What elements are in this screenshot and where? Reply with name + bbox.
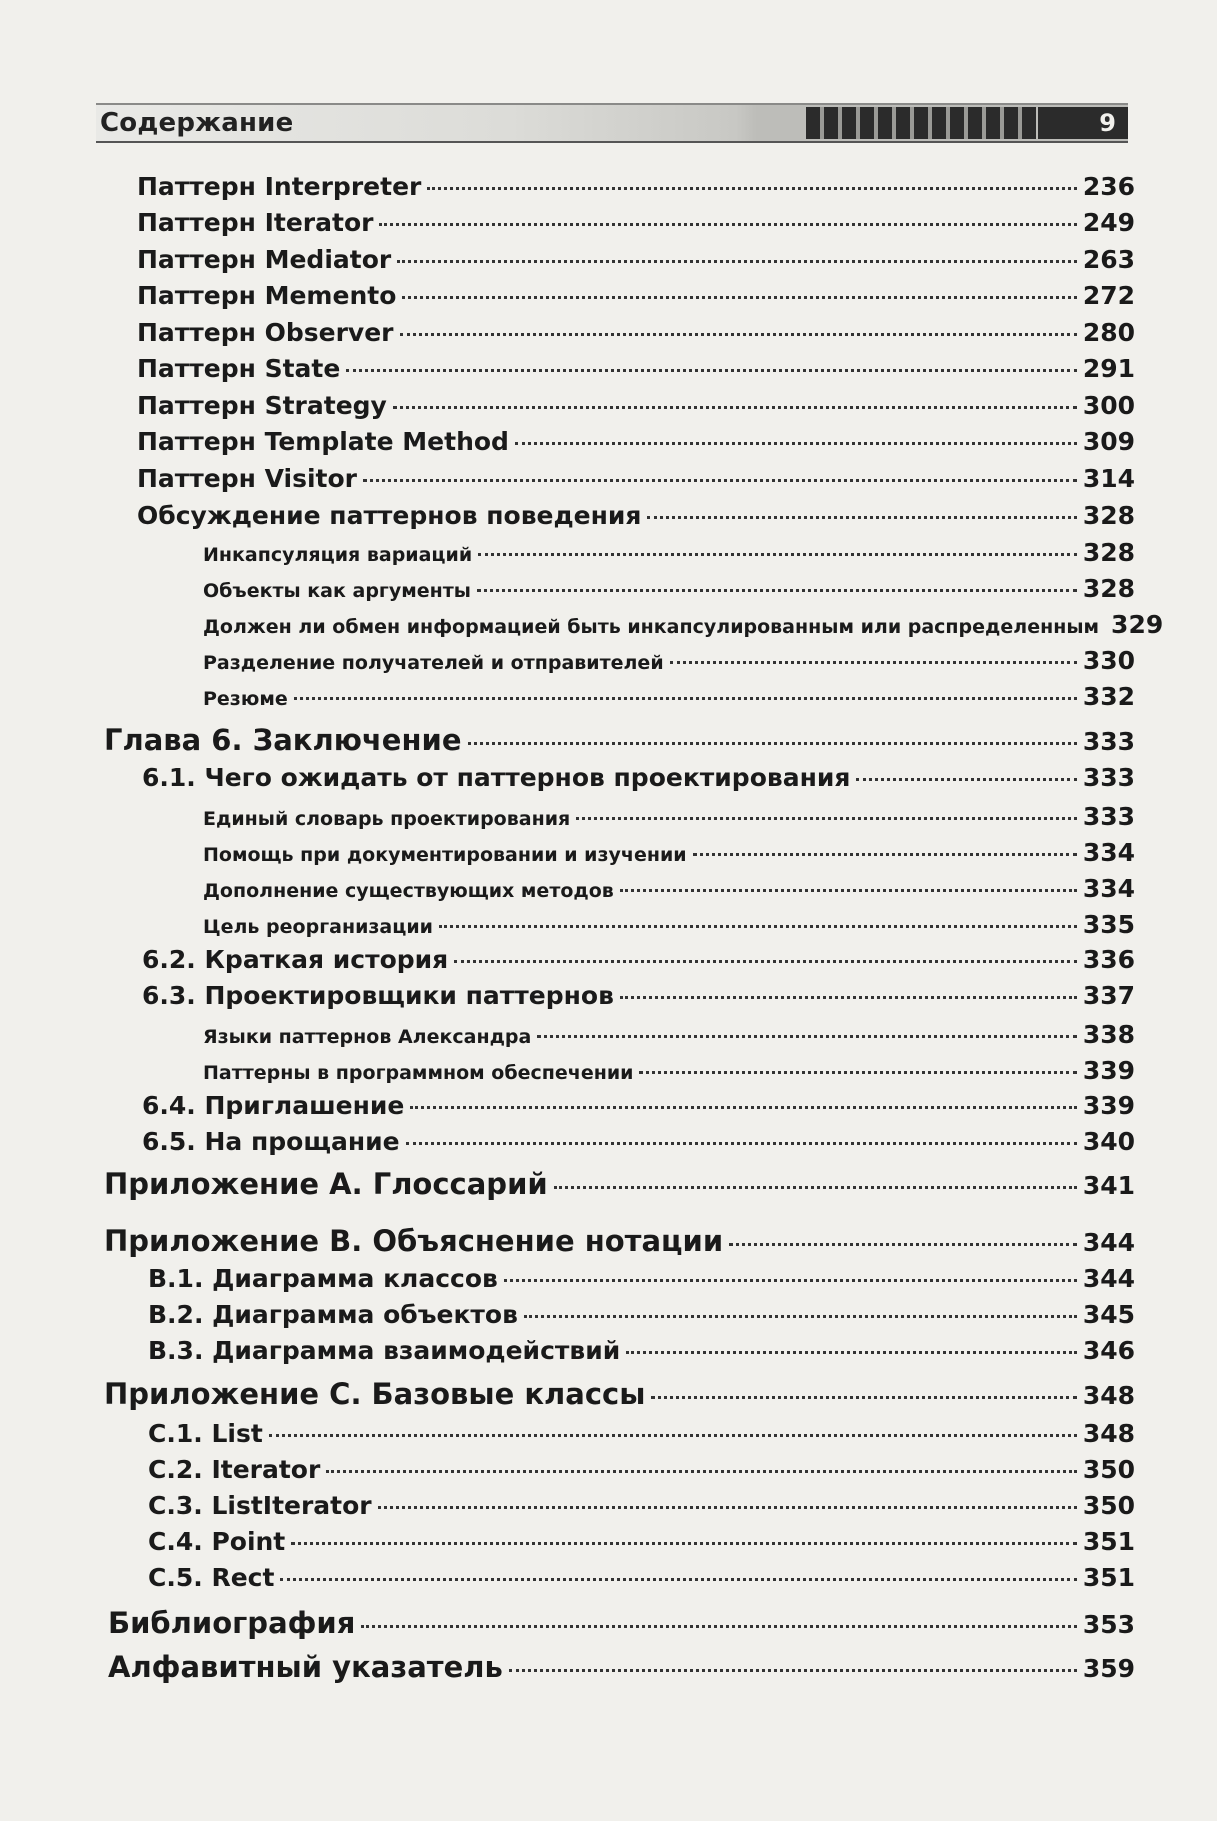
toc-entry-page: 300 (1082, 391, 1135, 420)
toc-entry-page: 263 (1082, 245, 1135, 274)
toc-entry-page: 340 (1082, 1127, 1135, 1156)
toc-entry[interactable] (203, 1056, 1135, 1085)
toc-leader-dots (477, 589, 1077, 592)
toc-entry[interactable] (203, 610, 1164, 639)
toc-entry[interactable] (203, 802, 1135, 831)
toc-entry-title: Приложение В. Объяснение нотации (104, 1224, 724, 1258)
toc-leader-dots (576, 817, 1077, 820)
toc-entry[interactable] (142, 763, 1135, 792)
toc-entry-page: 328 (1082, 574, 1135, 603)
toc-entry-title: Дополнение существующих методов (203, 880, 614, 902)
toc-entry[interactable] (203, 682, 1135, 711)
toc-entry[interactable] (148, 1419, 1135, 1448)
toc-entry-title: С.3. ListIterator (148, 1491, 372, 1520)
toc-entry-title: С.5. Rect (148, 1563, 275, 1592)
toc-entry-page: 328 (1082, 538, 1135, 567)
toc-entry[interactable] (203, 646, 1135, 675)
toc-leader-dots (478, 553, 1077, 556)
toc-leader-dots (427, 187, 1076, 190)
toc-leader-dots (620, 889, 1077, 892)
toc-leader-dots (509, 1669, 1077, 1672)
toc-entry-title: Разделение получателей и отправителей (203, 652, 664, 674)
toc-entry[interactable] (142, 1091, 1135, 1120)
toc-entry-title: Единый словарь проектирования (203, 808, 571, 830)
toc-leader-dots (515, 442, 1077, 445)
toc-leader-dots (269, 1434, 1077, 1437)
toc-leader-dots (670, 661, 1077, 664)
toc-entry-title: Паттерн Iterator (137, 208, 374, 237)
toc-entry-title: Паттерн Interpreter (137, 172, 422, 201)
toc-entry-page: 236 (1082, 172, 1135, 201)
toc-leader-dots (402, 296, 1076, 299)
toc-leader-dots (346, 369, 1076, 372)
toc-entry[interactable] (137, 245, 1135, 274)
toc-leader-dots (379, 223, 1076, 226)
toc-leader-dots (504, 1279, 1077, 1282)
toc-entry-title: Алфавитный указатель (108, 1650, 503, 1684)
toc-entry-page: 272 (1082, 281, 1135, 310)
toc-entry-title: С.4. Point (148, 1527, 286, 1556)
toc-entry-title: 6.4. Приглашение (142, 1091, 405, 1120)
toc-entry-page: 334 (1082, 874, 1135, 903)
toc-entry[interactable] (137, 208, 1135, 237)
toc-entry-title: Языки паттернов Александра (203, 1026, 532, 1048)
toc-entry[interactable] (148, 1527, 1135, 1556)
toc-leader-dots (291, 1542, 1077, 1545)
toc-entry[interactable] (203, 874, 1135, 903)
toc-entry-page: 333 (1082, 727, 1135, 756)
toc-entry-page: 335 (1082, 910, 1135, 939)
toc-leader-dots (406, 1142, 1077, 1145)
toc-entry-title: Паттерны в программном обеспечении (203, 1062, 634, 1084)
toc-entry-page: 341 (1082, 1171, 1135, 1200)
toc-entry-title: С.1. List (148, 1419, 263, 1448)
toc-entry-title: Инкапсуляция вариаций (203, 544, 473, 566)
toc-entry-title: Паттерн State (137, 354, 341, 383)
toc-entry[interactable] (203, 574, 1135, 603)
toc-entry-page: 344 (1082, 1264, 1135, 1293)
toc-entry[interactable] (137, 391, 1135, 420)
toc-entry[interactable] (148, 1563, 1135, 1592)
toc-entry-title: Паттерн Observer (137, 318, 394, 347)
toc-entry[interactable] (137, 354, 1135, 383)
toc-entry[interactable] (104, 723, 1135, 757)
toc-entry[interactable] (203, 538, 1135, 567)
toc-entry[interactable] (108, 1650, 1135, 1684)
toc-entry[interactable] (137, 172, 1135, 201)
toc-leader-dots (537, 1035, 1076, 1038)
toc-leader-dots (626, 1351, 1077, 1354)
toc-entry-page: 346 (1082, 1336, 1135, 1365)
toc-leader-dots (468, 742, 1077, 745)
toc-entry-page: 350 (1082, 1491, 1135, 1520)
toc-entry[interactable] (104, 1377, 1135, 1411)
toc-entry-title: В.2. Диаграмма объектов (148, 1300, 518, 1329)
toc-entry[interactable] (142, 981, 1135, 1010)
toc-entry-page: 339 (1082, 1056, 1135, 1085)
toc-entry-title: 6.3. Проектировщики паттернов (142, 981, 614, 1010)
toc-entry-title: 6.1. Чего ожидать от паттернов проектирования (142, 763, 851, 792)
toc-entry-title: Паттерн Template Method (137, 427, 509, 456)
toc-leader-dots (620, 996, 1077, 999)
toc-entry[interactable] (148, 1336, 1135, 1365)
toc-leader-dots (326, 1470, 1077, 1473)
toc-entry-title: Паттерн Mediator (137, 245, 392, 274)
toc-entry-page: 280 (1082, 318, 1135, 347)
toc-leader-dots (639, 1071, 1076, 1074)
toc-leader-dots (294, 697, 1077, 700)
toc-entry-title: Объекты как аргументы (203, 580, 471, 602)
toc-leader-dots (378, 1506, 1077, 1509)
toc-entry-page: 359 (1082, 1654, 1135, 1683)
toc-entry-page: 351 (1082, 1527, 1135, 1556)
toc-leader-dots (280, 1578, 1076, 1581)
toc-entry-page: 291 (1082, 354, 1135, 383)
toc-entry[interactable] (203, 1020, 1135, 1049)
toc-entry-title: 6.5. На прощание (142, 1127, 400, 1156)
toc-entry[interactable] (137, 501, 1135, 530)
toc-leader-dots (363, 479, 1077, 482)
header-page-number: 9 (1038, 107, 1128, 139)
toc-entry-title: Цель реорганизации (203, 916, 433, 938)
toc-entry-page: 338 (1082, 1020, 1135, 1049)
toc-entry[interactable] (104, 1167, 1135, 1201)
toc-entry[interactable] (137, 427, 1135, 456)
toc-entry-page: 309 (1082, 427, 1135, 456)
toc-leader-dots (410, 1106, 1076, 1109)
header-title: Содержание (100, 108, 294, 138)
toc-entry[interactable] (137, 464, 1135, 493)
toc-leader-dots (524, 1315, 1077, 1318)
toc-entry-page: 333 (1082, 763, 1135, 792)
toc-entry-title: В.3. Диаграмма взаимодействий (148, 1336, 621, 1365)
toc-entry-title: Резюме (203, 688, 288, 710)
toc-entry-page: 332 (1082, 682, 1135, 711)
toc-leader-dots (393, 406, 1077, 409)
toc-entry[interactable] (108, 1606, 1135, 1640)
toc-entry-page: 314 (1082, 464, 1135, 493)
toc-leader-dots (397, 260, 1077, 263)
toc-leader-dots (439, 925, 1077, 928)
toc-entry-page: 329 (1111, 610, 1164, 639)
toc-entry[interactable] (203, 910, 1135, 939)
toc-entry-page: 351 (1082, 1563, 1135, 1592)
toc-entry-page: 350 (1082, 1455, 1135, 1484)
toc-entry-title: В.1. Диаграмма классов (148, 1264, 498, 1293)
toc-entry-page: 344 (1082, 1228, 1135, 1257)
toc-entry-title: С.2. Iterator (148, 1455, 321, 1484)
toc-entry[interactable] (203, 838, 1135, 867)
toc-entry-title: Помощь при документировании и изучении (203, 844, 687, 866)
toc-leader-dots (856, 778, 1076, 781)
toc-entry[interactable] (137, 318, 1135, 347)
toc-entry[interactable] (104, 1224, 1135, 1258)
toc-entry-page: 336 (1082, 945, 1135, 974)
toc-leader-dots (400, 333, 1077, 336)
toc-entry-title: Глава 6. Заключение (104, 723, 462, 757)
toc-entry-page: 348 (1082, 1419, 1135, 1448)
toc-entry-page: 353 (1082, 1610, 1135, 1639)
toc-entry[interactable] (137, 281, 1135, 310)
toc-entry-page: 328 (1082, 501, 1135, 530)
toc-entry-title: Паттерн Visitor (137, 464, 357, 493)
toc-entry-title: Должен ли обмен информацией быть инкапсулированным или распределенным (203, 616, 1100, 638)
toc-leader-dots (729, 1243, 1077, 1246)
toc-entry-page: 337 (1082, 981, 1135, 1010)
toc-entry[interactable] (148, 1491, 1135, 1520)
toc-entry[interactable] (148, 1455, 1135, 1484)
toc-entry-page: 339 (1082, 1091, 1135, 1120)
toc-entry-title: Паттерн Strategy (137, 391, 387, 420)
toc-entry[interactable] (148, 1300, 1135, 1329)
toc-entry-title: Библиография (108, 1606, 356, 1640)
toc-leader-dots (554, 1186, 1077, 1189)
toc-entry-title: Приложение С. Базовые классы (104, 1377, 646, 1411)
toc-entry-page: 333 (1082, 802, 1135, 831)
toc-entry[interactable] (142, 945, 1135, 974)
toc-entry-page: 345 (1082, 1300, 1135, 1329)
toc-entry-title: 6.2. Краткая история (142, 945, 449, 974)
toc-entry-page: 330 (1082, 646, 1135, 675)
toc-entry-title: Приложение А. Глоссарий (104, 1167, 548, 1201)
toc-leader-dots (647, 516, 1076, 519)
toc-leader-dots (361, 1625, 1076, 1628)
toc-entry-title: Обсуждение паттернов поведения (137, 501, 642, 530)
toc-entry[interactable] (148, 1264, 1135, 1293)
toc-leader-dots (693, 853, 1077, 856)
toc-entry-title: Паттерн Memento (137, 281, 397, 310)
toc-entry-page: 249 (1082, 208, 1135, 237)
toc-leader-dots (651, 1396, 1076, 1399)
toc-entry-page: 348 (1082, 1381, 1135, 1410)
toc-entry-page: 334 (1082, 838, 1135, 867)
toc-entry[interactable] (142, 1127, 1135, 1156)
toc-leader-dots (454, 960, 1077, 963)
